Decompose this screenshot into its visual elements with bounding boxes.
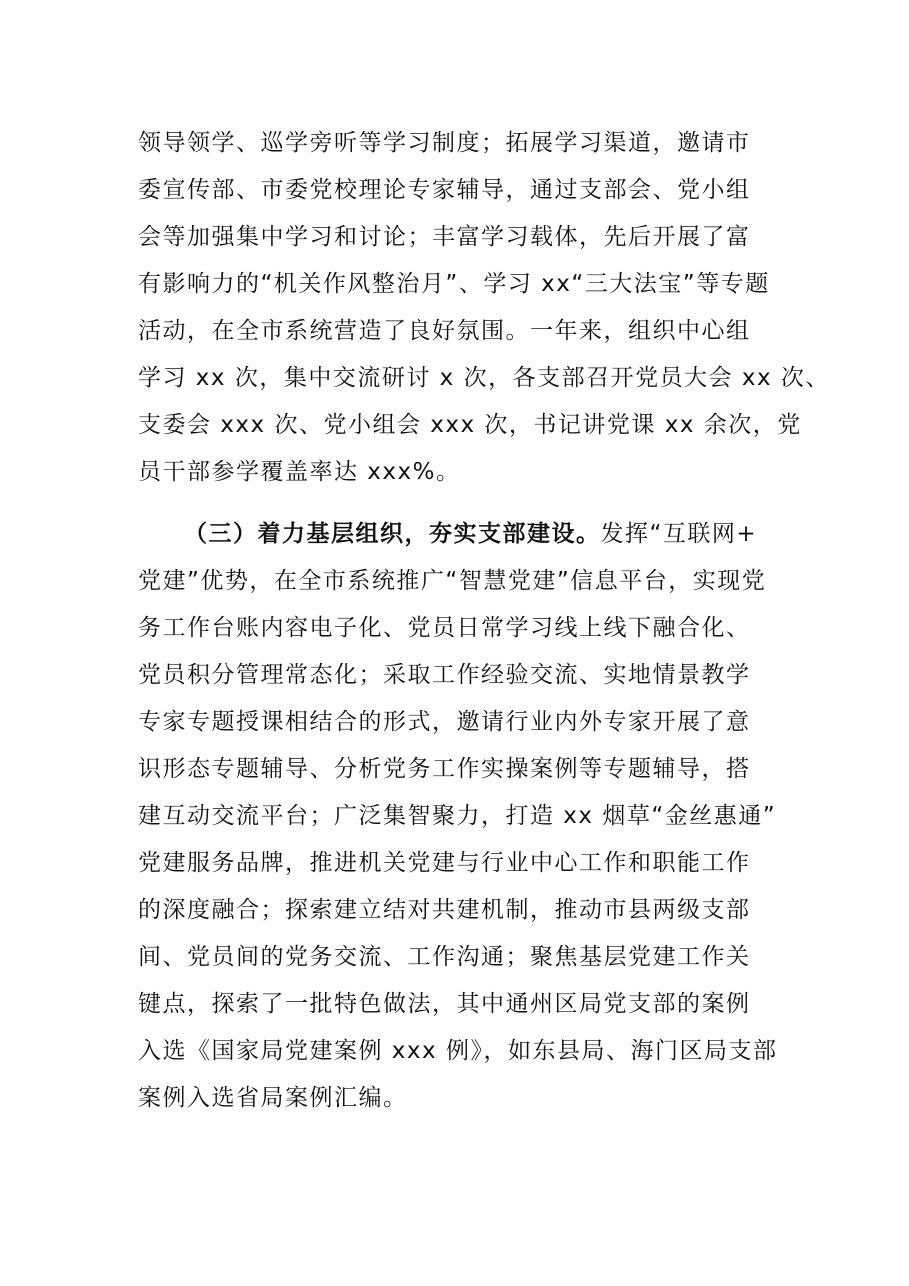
text-line: 员干部参学覆盖率达 xxx%。 [138, 459, 461, 485]
text-line: 间、党员间的党务交流、工作沟通；聚焦基层党建工作关 [138, 944, 751, 970]
text-line: 委宣传部、市委党校理论专家辅导，通过支部会、党小组 [138, 177, 751, 203]
text-line: 领导领学、巡学旁听等学习制度；拓展学习渠道，邀请市 [138, 130, 751, 156]
text-line: 党建”优势，在全市系统推广“智慧党建”信息平台，实现党 [138, 568, 767, 594]
text-line: 有影响力的“机关作风整治月”、学习 xx“三大法宝”等专题 [138, 271, 770, 297]
heading-continuation: 发挥“互联网+ [600, 521, 758, 547]
text-line: 键点，探索了一批特色做法，其中通州区局党支部的案例 [138, 991, 751, 1017]
text-line: 案例入选省局案例汇编。 [138, 1085, 408, 1111]
text-line: 支委会 xxx 次、党小组会 xxx 次，书记讲党课 xx 余次，党 [138, 412, 802, 438]
text-line: 专家专题授课相结合的形式，邀请行业内外专家开展了意 [138, 709, 751, 735]
paragraph-branch-building [138, 511, 778, 1122]
text-line-first [138, 511, 778, 558]
text-line: 的深度融合；探索建立结对共建机制，推动市县两级支部 [138, 897, 751, 923]
text-line: 入选《国家局党建案例 xxx 例》，如东县局、海门区局支部 [138, 1038, 778, 1064]
section-heading: （三）着力基层组织，夯实支部建设。 [184, 521, 601, 547]
paragraph-study-system [138, 120, 830, 496]
text-line: 活动，在全市系统营造了良好氛围。一年来，组织中心组 [138, 318, 751, 344]
text-line: 学习 xx 次，集中交流研讨 x 次，各支部召开党员大会 xx 次、 [138, 365, 830, 391]
text-line: 识形态专题辅导、分析党务工作实操案例等专题辅导，搭 [138, 756, 751, 782]
text-line: 党建服务品牌，推进机关党建与行业中心工作和职能工作 [138, 850, 751, 876]
text-line: 务工作台账内容电子化、党员日常学习线上线下融合化、 [138, 615, 751, 641]
text-line: 党员积分管理常态化；采取工作经验交流、实地情景教学 [138, 662, 751, 688]
text-line: 建互动交流平台；广泛集智聚力，打造 xx 烟草“金丝惠通” [138, 803, 777, 829]
text-line: 会等加强集中学习和讨论；丰富学习载体，先后开展了富 [138, 224, 751, 250]
